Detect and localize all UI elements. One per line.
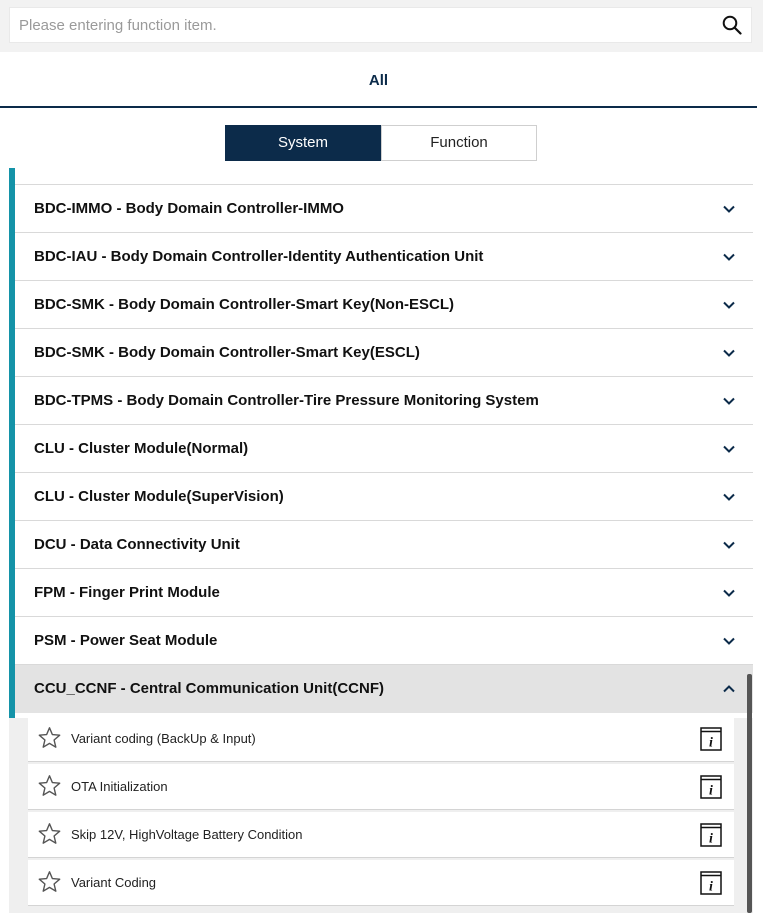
function-item-label: Variant Coding [71,875,157,890]
function-item-label: OTA Initialization [71,779,168,794]
function-item[interactable] [28,860,734,906]
system-row[interactable] [15,281,753,329]
star-icon[interactable] [37,822,62,846]
system-row[interactable] [15,377,753,425]
system-toggle-button[interactable]: System [225,125,381,161]
chevron-down-icon [722,346,736,360]
chevron-down-icon [722,586,736,600]
chevron-up-icon [722,682,736,696]
svg-text:i: i [709,831,713,847]
system-row-label: BDC-SMK - Body Domain Controller-Smart Key(ESCL) [34,344,420,361]
tab-all[interactable]: All [0,52,757,108]
chevron-down-icon [722,634,736,648]
system-list [9,168,753,906]
system-row-label: CLU - Cluster Module(SuperVision) [34,488,284,505]
chevron-down-icon [722,250,736,264]
system-row-label: PSM - Power Seat Module [34,632,218,649]
function-toggle-button[interactable]: Function [381,125,537,161]
function-item[interactable] [28,764,734,810]
system-row[interactable] [15,521,753,569]
chevron-down-icon [722,490,736,504]
chevron-down-icon [722,538,736,552]
system-row-expanded[interactable] [15,665,753,713]
chevron-down-icon [722,202,736,216]
search-box [9,7,752,43]
system-row-label: CLU - Cluster Module(Normal) [34,440,249,457]
chevron-down-icon [722,394,736,408]
list-top-spacer [15,168,753,185]
info-icon[interactable] [700,727,722,751]
system-row[interactable] [15,473,753,521]
system-row[interactable] [15,425,753,473]
system-row-label: BDC-IMMO - Body Domain Controller-IMMO [34,200,344,217]
function-item[interactable] [28,716,734,762]
system-row-label: BDC-TPMS - Body Domain Controller-Tire Pressure Monitoring System [34,392,539,409]
system-row[interactable] [15,233,753,281]
star-icon[interactable] [37,774,62,798]
system-row[interactable] [15,329,753,377]
system-row-label: FPM - Finger Print Module [34,584,220,601]
info-icon[interactable] [700,871,722,895]
system-row-label: DCU - Data Connectivity Unit [34,536,240,553]
chevron-down-icon [722,298,736,312]
system-row[interactable] [15,569,753,617]
chevron-down-icon [722,442,736,456]
search-bar [0,0,763,52]
system-row-label: CCU_CCNF - Central Communication Unit(CCNF) [34,680,384,697]
star-icon[interactable] [37,726,62,750]
svg-text:i: i [709,879,713,895]
svg-text:i: i [709,783,713,799]
system-row-label: BDC-IAU - Body Domain Controller-Identity Authentication Unit [34,248,484,265]
star-icon[interactable] [37,870,62,894]
info-icon[interactable] [700,823,722,847]
function-item-label: Variant coding (BackUp & Input) [71,731,256,746]
svg-text:i: i [709,735,713,751]
search-icon[interactable] [722,15,742,35]
search-input[interactable] [10,8,709,42]
system-row[interactable] [15,185,753,233]
function-item-label: Skip 12V, HighVoltage Battery Condition [71,827,303,842]
function-item[interactable] [28,812,734,858]
system-row[interactable] [15,617,753,665]
system-row-label: BDC-SMK - Body Domain Controller-Smart Key(Non-ESCL) [34,296,455,313]
info-icon[interactable] [700,775,722,799]
scrollbar[interactable] [747,674,752,913]
